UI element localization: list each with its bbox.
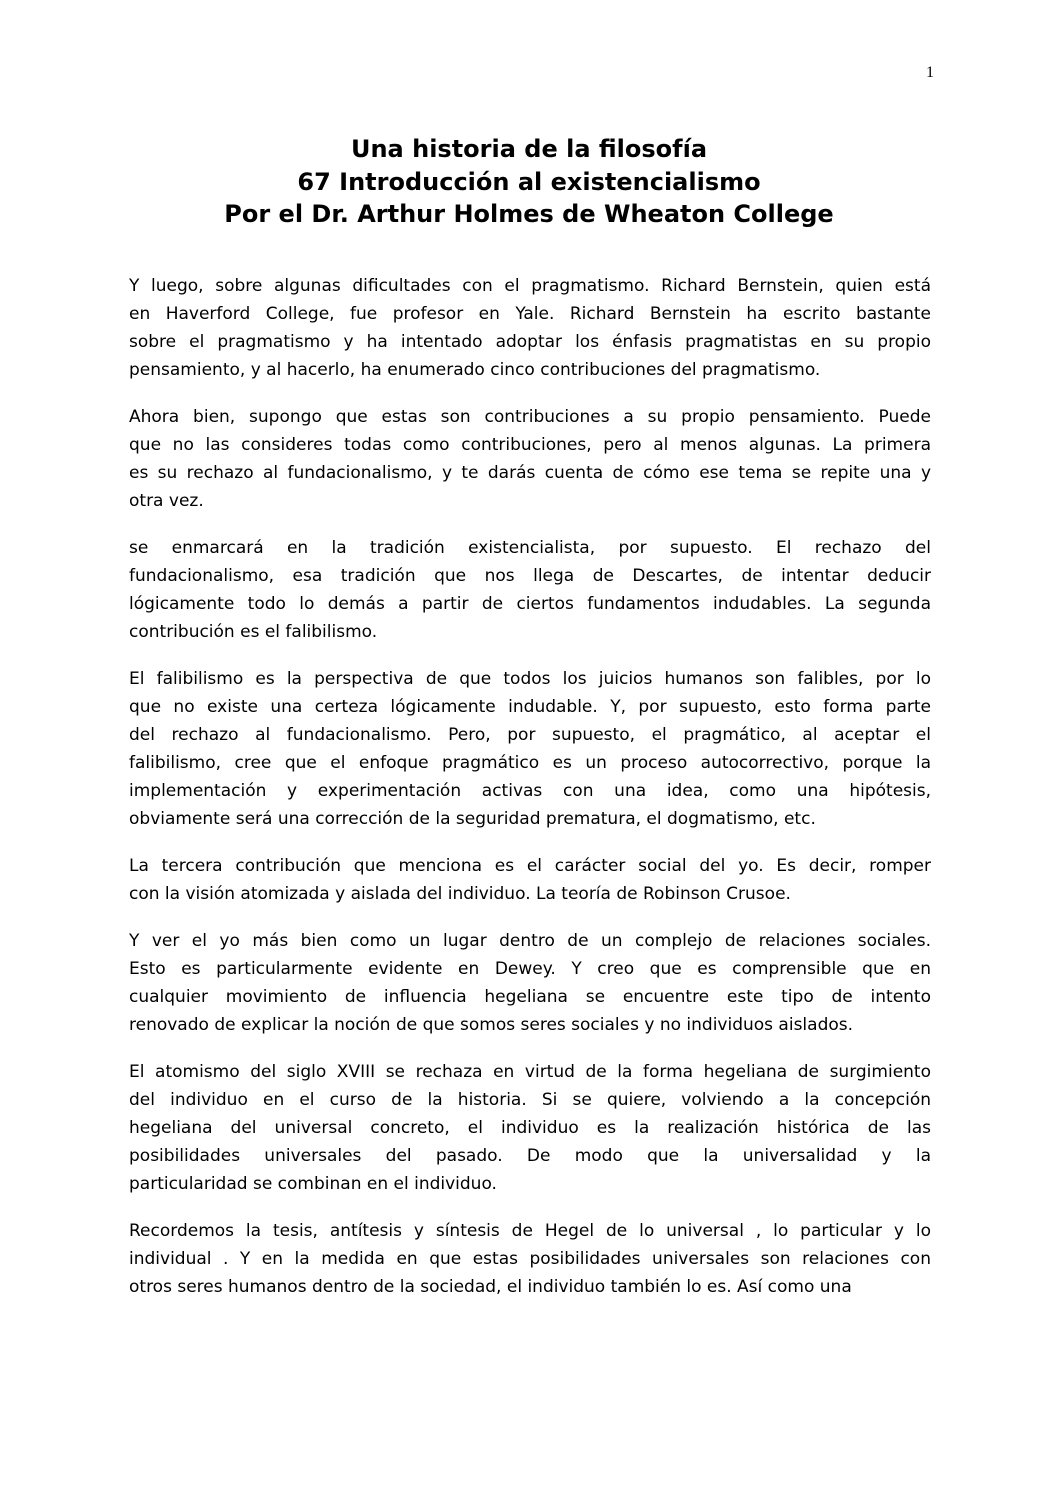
text-line: fundacionalismo, esa tradición que nos llega de Descartes, de intentar deducir xyxy=(129,566,931,586)
text-line: Y luego, sobre algunas dificultades con el pragmatismo. Richard Bernstein, quien está xyxy=(129,276,931,296)
paragraph xyxy=(129,1058,931,1198)
text-line: individual . Y en la medida en que estas posibilidades universales son relaciones con xyxy=(129,1249,931,1269)
paragraph xyxy=(129,852,931,908)
text-line: particularidad se combinan en el individuo. xyxy=(129,1174,497,1194)
page-number: 1 xyxy=(926,64,934,81)
paragraph xyxy=(129,403,931,515)
text-line: obviamente será una corrección de la seguridad prematura, el dogmatismo, etc. xyxy=(129,809,816,829)
text-line: otra vez. xyxy=(129,491,204,511)
paragraph xyxy=(129,665,931,833)
text-line: Ahora bien, supongo que estas son contribuciones a su propio pensamiento. Puede xyxy=(129,407,931,427)
paragraph xyxy=(129,927,931,1039)
text-line: Esto es particularmente evidente en Dewey. Y creo que es comprensible que en xyxy=(129,959,931,979)
paragraph xyxy=(129,534,931,646)
text-line: del rechazo al fundacionalismo. Pero, por supuesto, el pragmático, al aceptar el xyxy=(129,725,931,745)
text-line: El falibilismo es la perspectiva de que todos los juicios humanos son falibles, por lo xyxy=(129,669,931,689)
text-line: contribución es el falibilismo. xyxy=(129,622,378,642)
text-line: cualquier movimiento de influencia hegeliana se encuentre este tipo de intento xyxy=(129,987,931,1007)
text-line: otros seres humanos dentro de la sociedad, el individuo también lo es. Así como una xyxy=(129,1277,852,1297)
text-line: que no las consideres todas como contribuciones, pero al menos algunas. La primera xyxy=(129,435,931,455)
text-line: El atomismo del siglo XVIII se rechaza en virtud de la forma hegeliana de surgimiento xyxy=(129,1062,931,1082)
text-line: con la visión atomizada y aislada del individuo. La teoría de Robinson Crusoe. xyxy=(129,884,791,904)
text-line: del individuo en el curso de la historia. Si se quiere, volviendo a la concepción xyxy=(129,1090,931,1110)
text-line: renovado de explicar la noción de que somos seres sociales y no individuos aislados. xyxy=(129,1015,854,1035)
document-body xyxy=(129,272,931,1320)
author-line: Por el Dr. Arthur Holmes de Wheaton College xyxy=(224,200,834,228)
paragraph xyxy=(129,272,931,384)
text-line: Y ver el yo más bien como un lugar dentro de un complejo de relaciones sociales. xyxy=(129,931,931,951)
text-line: pensamiento, y al hacerlo, ha enumerado cinco contribuciones del pragmatismo. xyxy=(129,360,821,380)
text-line: falibilismo, cree que el enfoque pragmático es un proceso autocorrectivo, porque la xyxy=(129,753,931,773)
paragraph xyxy=(129,1217,931,1301)
document-title xyxy=(0,133,1058,231)
text-line: Recordemos la tesis, antítesis y síntesis de Hegel de lo universal , lo particular y lo xyxy=(129,1221,931,1241)
text-line: se enmarcará en la tradición existencialista, por supuesto. El rechazo del xyxy=(129,538,931,558)
title-line: Una historia de la filosofía xyxy=(350,135,708,163)
text-line: hegeliana del universal concreto, el individuo es la realización histórica de las xyxy=(129,1118,931,1138)
text-line: implementación y experimentación activas con una idea, como una hipótesis, xyxy=(129,781,931,801)
text-line: que no existe una certeza lógicamente indudable. Y, por supuesto, esto forma parte xyxy=(129,697,931,717)
text-line: lógicamente todo lo demás a partir de ciertos fundamentos indudables. La segunda xyxy=(129,594,931,614)
text-line: sobre el pragmatismo y ha intentado adoptar los énfasis pragmatistas en su propio xyxy=(129,332,931,352)
text-line: posibilidades universales del pasado. De modo que la universalidad y la xyxy=(129,1146,931,1166)
text-line: La tercera contribución que menciona es el carácter social del yo. Es decir, romper xyxy=(129,856,931,876)
text-line: en Haverford College, fue profesor en Yale. Richard Bernstein ha escrito bastante xyxy=(129,304,931,324)
text-line: es su rechazo al fundacionalismo, y te darás cuenta de cómo ese tema se repite una y xyxy=(129,463,931,483)
subtitle-line: 67 Introducción al existencialismo xyxy=(297,167,761,196)
